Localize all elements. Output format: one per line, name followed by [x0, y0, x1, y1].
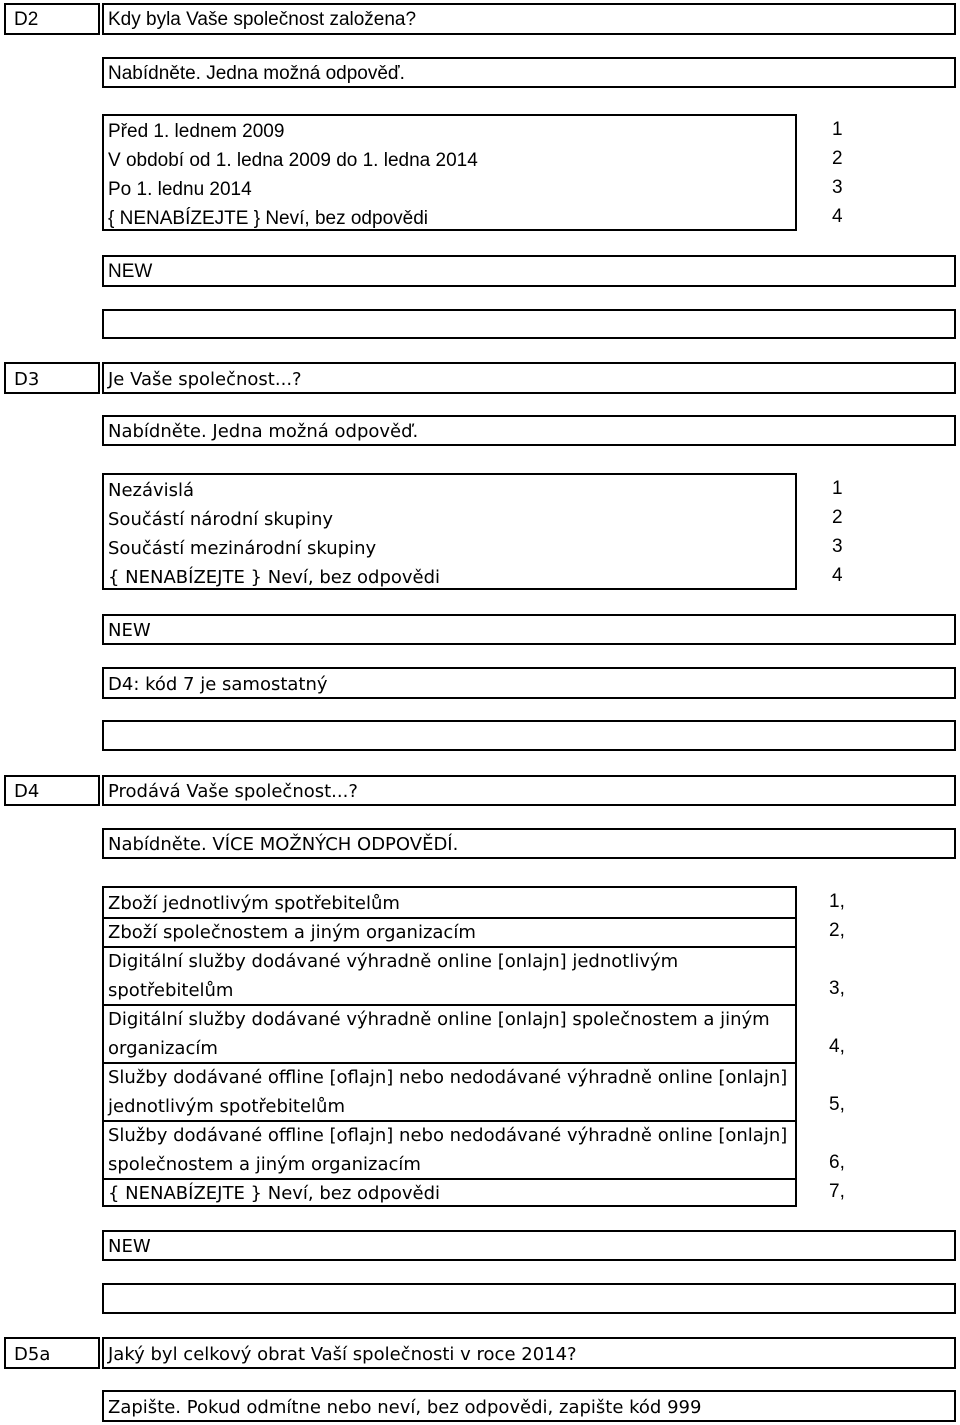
- answer-option: Zboží jednotlivým spotřebitelům: [108, 893, 400, 914]
- d5a-instruction-cell: [102, 1390, 956, 1422]
- row-divider: [104, 1120, 797, 1122]
- answer-code: 1,: [829, 891, 845, 912]
- question-text: Je Vaše společnost...?: [108, 369, 302, 390]
- d4-options-box: [102, 886, 797, 1207]
- answer-option: Služby dodávané offline [oflajn] nebo nedodávané výhradně online [onlajn]: [108, 1125, 788, 1146]
- d3-empty-note-cell: [102, 720, 956, 751]
- answer-option: Po 1. lednu 2014: [108, 179, 252, 200]
- answer-option: Služby dodávané offline [oflajn] nebo nedodávané výhradně online [onlajn]: [108, 1067, 788, 1088]
- filter-note: D4: kód 7 je samostatný: [108, 674, 328, 695]
- answer-option-continued: organizacím: [108, 1038, 218, 1059]
- d5a-code-cell: [4, 1337, 100, 1369]
- d3-code-cell: [4, 362, 100, 394]
- answer-code: 2: [832, 507, 843, 528]
- d2-empty-note-cell: [102, 309, 956, 339]
- answer-code: 3: [832, 177, 843, 198]
- d4-new-cell: [102, 1230, 956, 1261]
- d2-new-cell: [102, 255, 956, 287]
- answer-option: { NENABÍZEJTE } Neví, bez odpovědi: [108, 567, 441, 588]
- answer-code: 4: [832, 565, 843, 586]
- d4-empty-note-cell: [102, 1283, 956, 1314]
- new-label: NEW: [108, 620, 151, 641]
- question-code: D2: [14, 9, 39, 30]
- answer-code: 5,: [829, 1094, 845, 1115]
- new-label: NEW: [108, 261, 153, 282]
- d3-question-cell: [102, 362, 956, 394]
- d3-new-cell: [102, 614, 956, 645]
- d4-question-cell: [102, 775, 956, 806]
- d4-instruction-cell: [102, 828, 956, 859]
- question-text: Prodává Vaše společnost...?: [108, 781, 358, 802]
- instruction-text: Nabídněte. VÍCE MOŽNÝCH ODPOVĚDÍ.: [108, 834, 459, 855]
- answer-option-continued: spotřebitelům: [108, 980, 234, 1001]
- answer-option-continued: společnostem a jiným organizacím: [108, 1154, 421, 1175]
- instruction-text: Zapište. Pokud odmítne nebo neví, bez odpovědi, zapište kód 999: [108, 1397, 702, 1418]
- new-label: NEW: [108, 1236, 151, 1257]
- answer-option: Před 1. lednem 2009: [108, 121, 285, 142]
- instruction-text: Nabídněte. Jedna možná odpověď.: [108, 421, 419, 442]
- d3-options-box: [102, 473, 797, 590]
- d3-filter-note-cell: [102, 667, 956, 699]
- row-divider: [104, 1178, 797, 1180]
- answer-option: Zboží společnostem a jiným organizacím: [108, 922, 476, 943]
- row-divider: [104, 1062, 797, 1064]
- row-divider: [104, 1004, 797, 1006]
- d5a-question-cell: [102, 1337, 956, 1369]
- row-divider: [104, 917, 797, 919]
- answer-option: Součástí mezinárodní skupiny: [108, 538, 377, 559]
- answer-code: 2: [832, 148, 843, 169]
- d2-instruction-cell: [102, 57, 956, 88]
- question-text: Jaký byl celkový obrat Vaší společnosti v roce 2014?: [108, 1344, 577, 1365]
- question-code: D3: [14, 369, 40, 390]
- instruction-text: Nabídněte. Jedna možná odpověď.: [108, 63, 405, 84]
- answer-code: 1: [832, 119, 843, 140]
- answer-option: { NENABÍZEJTE } Neví, bez odpovědi: [108, 208, 428, 229]
- answer-code: 6,: [829, 1152, 845, 1173]
- question-text: Kdy byla Vaše společnost založena?: [108, 9, 417, 30]
- answer-code: 3: [832, 536, 843, 557]
- d2-options-box: [102, 114, 797, 231]
- answer-code: 4,: [829, 1036, 845, 1057]
- d3-instruction-cell: [102, 415, 956, 446]
- answer-option: Digitální služby dodávané výhradně online [onlajn] společnostem a jiným: [108, 1009, 770, 1030]
- answer-code: 4: [832, 206, 843, 227]
- d2-question-cell: [102, 3, 956, 35]
- answer-option: { NENABÍZEJTE } Neví, bez odpovědi: [108, 1183, 441, 1204]
- answer-code: 1: [832, 478, 843, 499]
- d4-code-cell: [4, 775, 100, 806]
- d2-code-cell: [4, 3, 100, 35]
- answer-option: Nezávislá: [108, 480, 195, 501]
- answer-option: Digitální služby dodávané výhradně online [onlajn] jednotlivým: [108, 951, 679, 972]
- answer-option: Součástí národní skupiny: [108, 509, 334, 530]
- question-code: D4: [14, 781, 40, 802]
- answer-option: V období od 1. ledna 2009 do 1. ledna 2014: [108, 150, 478, 171]
- answer-option-continued: jednotlivým spotřebitelům: [108, 1096, 345, 1117]
- answer-code: 3,: [829, 978, 845, 999]
- row-divider: [104, 946, 797, 948]
- question-code: D5a: [14, 1344, 51, 1365]
- answer-code: 2,: [829, 920, 845, 941]
- answer-code: 7,: [829, 1181, 845, 1202]
